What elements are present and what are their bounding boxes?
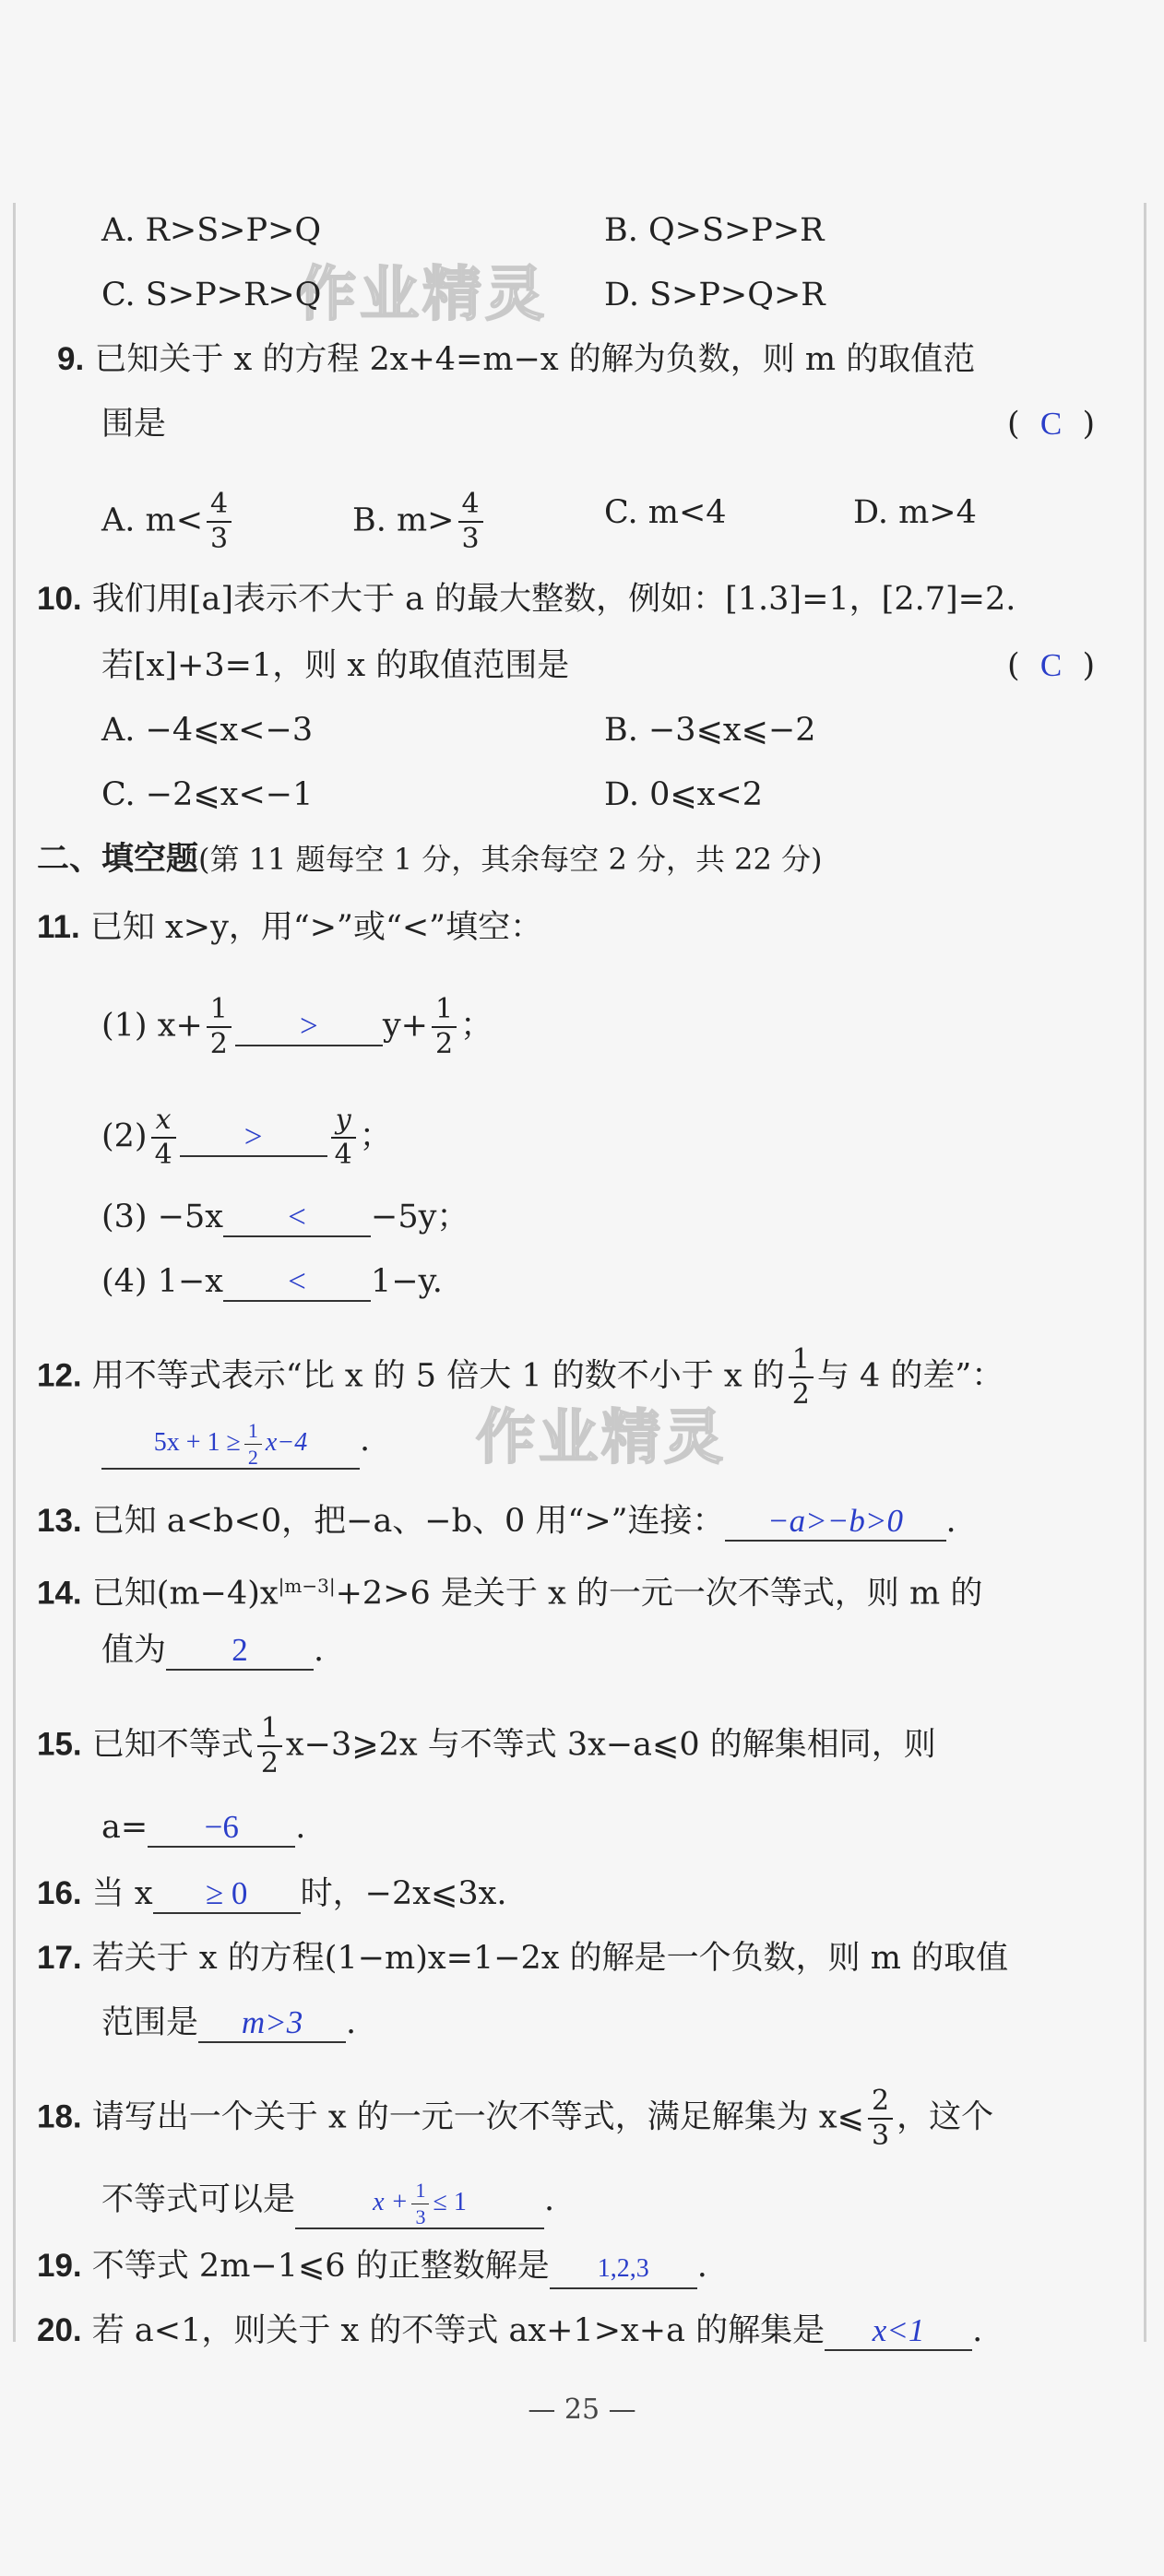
q10-line1 [37, 579, 1016, 620]
q10-answer-paren: ( C ) [1007, 647, 1096, 684]
fraction-denominator: 2 [209, 1028, 228, 1060]
q15-blank [148, 1809, 295, 1848]
q9-option-a [101, 490, 235, 553]
q10-line2: 若[x]+3=1，则 x 的取值范围是 [101, 647, 570, 684]
q17-blank [198, 2004, 346, 2043]
fraction-denominator: 4 [154, 1139, 172, 1171]
q9-option-a-fraction [207, 490, 232, 553]
q9-option-b [352, 490, 487, 553]
q11-part2 [101, 1106, 392, 1169]
q11-line [37, 907, 542, 948]
q9-option-c: C. m<4 [604, 494, 727, 531]
q10-option-a: A. −4⩽x<−3 [101, 712, 314, 749]
fraction-numerator: 2 [868, 2087, 893, 2120]
half-fraction [432, 993, 457, 1060]
x-over-4-fraction [151, 1106, 176, 1169]
fraction-denominator: 2 [791, 1378, 810, 1411]
q18-stem-a: 请写出一个关于 x 的一元一次不等式，满足解集为 x⩽ [91, 2098, 864, 2136]
q16-stem-b: 时，−2x⩽3x. [300, 1875, 507, 1912]
q11-part4-blank [223, 1263, 371, 1302]
q11-part3-prefix: (3) −5x [101, 1199, 224, 1235]
q12-end: . [360, 1422, 371, 1459]
q14-answer: 2 [232, 1632, 248, 1668]
q11-part1-mid: y+ [382, 1007, 428, 1045]
right-margin-line [1144, 203, 1146, 2342]
fraction-numerator: y [331, 1106, 356, 1139]
q11-part1-prefix: (1) x+ [101, 1007, 203, 1045]
q12-fraction [789, 1343, 814, 1411]
fraction-denominator: 2 [260, 1747, 279, 1779]
q9-answer-paren: ( C ) [1007, 406, 1096, 443]
q15-number: 15. [37, 1726, 82, 1763]
q13-blank [725, 1503, 946, 1542]
q9-option-a-text: A. m< [101, 502, 204, 539]
q9-stem: 已知关于 x 的方程 2x+4=m−x 的解为负数，则 m 的取值范 [94, 341, 976, 378]
q10-number: 10. [37, 581, 82, 617]
q14-stem-line2: 值为 [101, 1632, 167, 1669]
q13-answer: −a>−b>0 [767, 1503, 904, 1539]
q11-part2-answer: > [243, 1117, 263, 1154]
q20-end: . [972, 2312, 983, 2349]
fraction-numerator: 1 [257, 1715, 282, 1747]
q17-stem-line2: 范围是 [101, 2004, 199, 2041]
half-fraction [207, 993, 232, 1060]
q14-blank [166, 1632, 314, 1671]
q16-line [37, 1873, 506, 1914]
fraction-denominator: 2 [434, 1028, 454, 1060]
q14-stem-b: +2>6 是关于 x 的一元一次不等式，则 m 的 [335, 1575, 983, 1613]
q18-stem-line2: 不等式可以是 [101, 2181, 296, 2218]
q20-line [37, 2310, 982, 2351]
q11-part3-blank [223, 1199, 371, 1237]
q19-blank [550, 2250, 697, 2289]
q11-part3-answer: < [288, 1199, 306, 1235]
watermark-logo-1: 作业精灵 [297, 261, 548, 329]
q11-part1-answer: > [300, 1007, 318, 1044]
q18-answer: x + $\frac{1}{3}$ ≤ 1 [373, 2179, 467, 2229]
q20-blank [825, 2312, 972, 2351]
q20-stem: 若 a<1，则关于 x 的不等式 ax+1>x+a 的解集是 [91, 2312, 825, 2349]
q16-number: 16. [37, 1875, 82, 1911]
q11-part3 [101, 1197, 469, 1237]
q10-option-b: B. −3⩽x⩽−2 [604, 712, 816, 749]
q11-part4-answer: < [288, 1263, 306, 1299]
section-heading [37, 839, 823, 880]
q18-line1 [37, 2087, 993, 2150]
q12-blank [101, 1421, 360, 1470]
q11-part4-prefix: (4) 1−x [101, 1263, 224, 1300]
q20-answer: x<1 [872, 2312, 925, 2348]
q14-end: . [314, 1632, 325, 1669]
q18-blank [295, 2180, 544, 2229]
q10-stem: 我们用[a]表示不大于 a 的最大整数，例如：[1.3]=1，[2.7]=2. [91, 581, 1016, 618]
q11-part4-suffix: 1−y. [371, 1263, 443, 1300]
q9-option-d: D. m>4 [853, 494, 977, 531]
q15-stem-b: x−3⩾2x 与不等式 3x−a⩽0 的解集相同，则 [285, 1726, 936, 1764]
left-margin-line [13, 203, 16, 2342]
fraction-numerator: 4 [458, 490, 483, 523]
q11-part2-blank [180, 1118, 327, 1157]
q8-option-c: C. S>P>R>Q [101, 277, 322, 313]
page-number: — 25 — [528, 2393, 636, 2426]
q13-line [37, 1501, 956, 1542]
fraction-numerator: x [151, 1106, 176, 1139]
q19-line [37, 2246, 707, 2289]
q10-option-d: D. 0⩽x<2 [604, 776, 763, 813]
q8-option-a: A. R>S>P>Q [101, 212, 322, 249]
q20-number: 20. [37, 2312, 82, 2348]
q18-number: 18. [37, 2098, 82, 2135]
fraction-numerator: 1 [789, 1346, 814, 1378]
q11-part2-end: ； [359, 1117, 392, 1155]
fraction-numerator: 1 [207, 996, 232, 1028]
q19-stem: 不等式 2m−1⩽6 的正整数解是 [91, 2248, 550, 2285]
q9-option-b-fraction [458, 490, 483, 553]
q13-end: . [945, 1503, 956, 1540]
section-note: (第 11 题每空 1 分，其余每空 2 分，共 22 分) [198, 842, 823, 877]
q13-number: 13. [37, 1503, 82, 1539]
q15-line1 [37, 1712, 936, 1779]
q8-option-b: B. Q>S>P>R [604, 212, 825, 249]
q18-fraction [868, 2087, 893, 2150]
fraction-numerator: 4 [207, 490, 232, 523]
q12-stem-b: 与 4 的差”： [816, 1357, 1004, 1395]
q16-stem-a: 当 x [91, 1875, 153, 1912]
fraction-denominator: 3 [461, 523, 480, 555]
q11-part1-end: ； [460, 1007, 493, 1045]
q15-stem-a: 已知不等式 [91, 1726, 254, 1764]
q14-line1 [37, 1566, 982, 1614]
q14-line2 [101, 1630, 324, 1671]
fraction-denominator: 4 [334, 1139, 352, 1171]
q9-option-b-text: B. m> [352, 502, 455, 539]
q17-stem: 若关于 x 的方程(1−m)x=1−2x 的解是一个负数，则 m 的取值 [91, 1940, 1009, 1977]
q15-stem-line2: a= [101, 1809, 148, 1846]
q10-answer: C [1039, 647, 1063, 683]
q14-stem-a: 已知(m−4)x [91, 1575, 279, 1613]
q15-line2 [101, 1807, 305, 1848]
q11-part4 [101, 1261, 443, 1302]
q18-line2 [101, 2180, 554, 2229]
fraction-numerator: 1 [432, 996, 457, 1028]
q12-stem-a: 用不等式表示“比 x 的 5 倍大 1 的数不小于 x 的 [91, 1357, 785, 1395]
q9-number: 9. [57, 341, 85, 377]
q19-end: . [696, 2248, 707, 2285]
q16-blank [153, 1875, 301, 1914]
q15-answer: −6 [204, 1809, 239, 1845]
q12-number: 12. [37, 1357, 82, 1394]
q17-number: 17. [37, 1940, 82, 1976]
fraction-denominator: 3 [210, 523, 229, 555]
y-over-4-fraction [331, 1106, 356, 1169]
q11-number: 11. [37, 909, 80, 945]
q9-line1 [57, 339, 975, 380]
q17-answer: m>3 [241, 2004, 303, 2040]
q15-fraction [257, 1712, 282, 1779]
q14-number: 14. [37, 1575, 82, 1612]
q12-answer-line [101, 1420, 370, 1470]
q17-line1 [37, 1938, 1008, 1979]
fraction-denominator: 3 [871, 2120, 890, 2152]
q15-end: . [295, 1809, 306, 1846]
watermark-logo-2: 作业精灵 [476, 1404, 727, 1472]
q17-end: . [346, 2004, 357, 2041]
q18-stem-b: ，这个 [897, 2098, 994, 2136]
q11-stem: 已知 x>y，用“>”或“<”填空： [89, 909, 543, 946]
q12-answer: 5x + 1 ≥ $\frac{1}{2}$ x−4 [153, 1419, 308, 1470]
section-title: 二、填空题 [37, 841, 199, 878]
q11-part1-blank [235, 1008, 383, 1046]
q19-answer: 1,2,3 [597, 2254, 649, 2283]
q19-number: 19. [37, 2248, 82, 2284]
q9-line2: 围是 [101, 406, 167, 443]
q9-answer: C [1039, 406, 1063, 442]
q16-answer: ≥ 0 [205, 1875, 248, 1911]
q14-exponent: |m−3| [278, 1575, 336, 1597]
q8-option-d: D. S>P>Q>R [604, 277, 825, 313]
q12-line1 [37, 1343, 1004, 1411]
q18-end: . [544, 2181, 555, 2218]
q13-stem: 已知 a<b<0，把−a、−b、0 用“>”连接： [91, 1503, 725, 1540]
q17-line2 [101, 2003, 356, 2043]
q11-part1 [101, 993, 493, 1060]
q10-option-c: C. −2⩽x<−1 [101, 776, 314, 813]
q11-part2-prefix: (2) [101, 1117, 148, 1155]
q11-part3-suffix: −5y； [371, 1199, 469, 1235]
